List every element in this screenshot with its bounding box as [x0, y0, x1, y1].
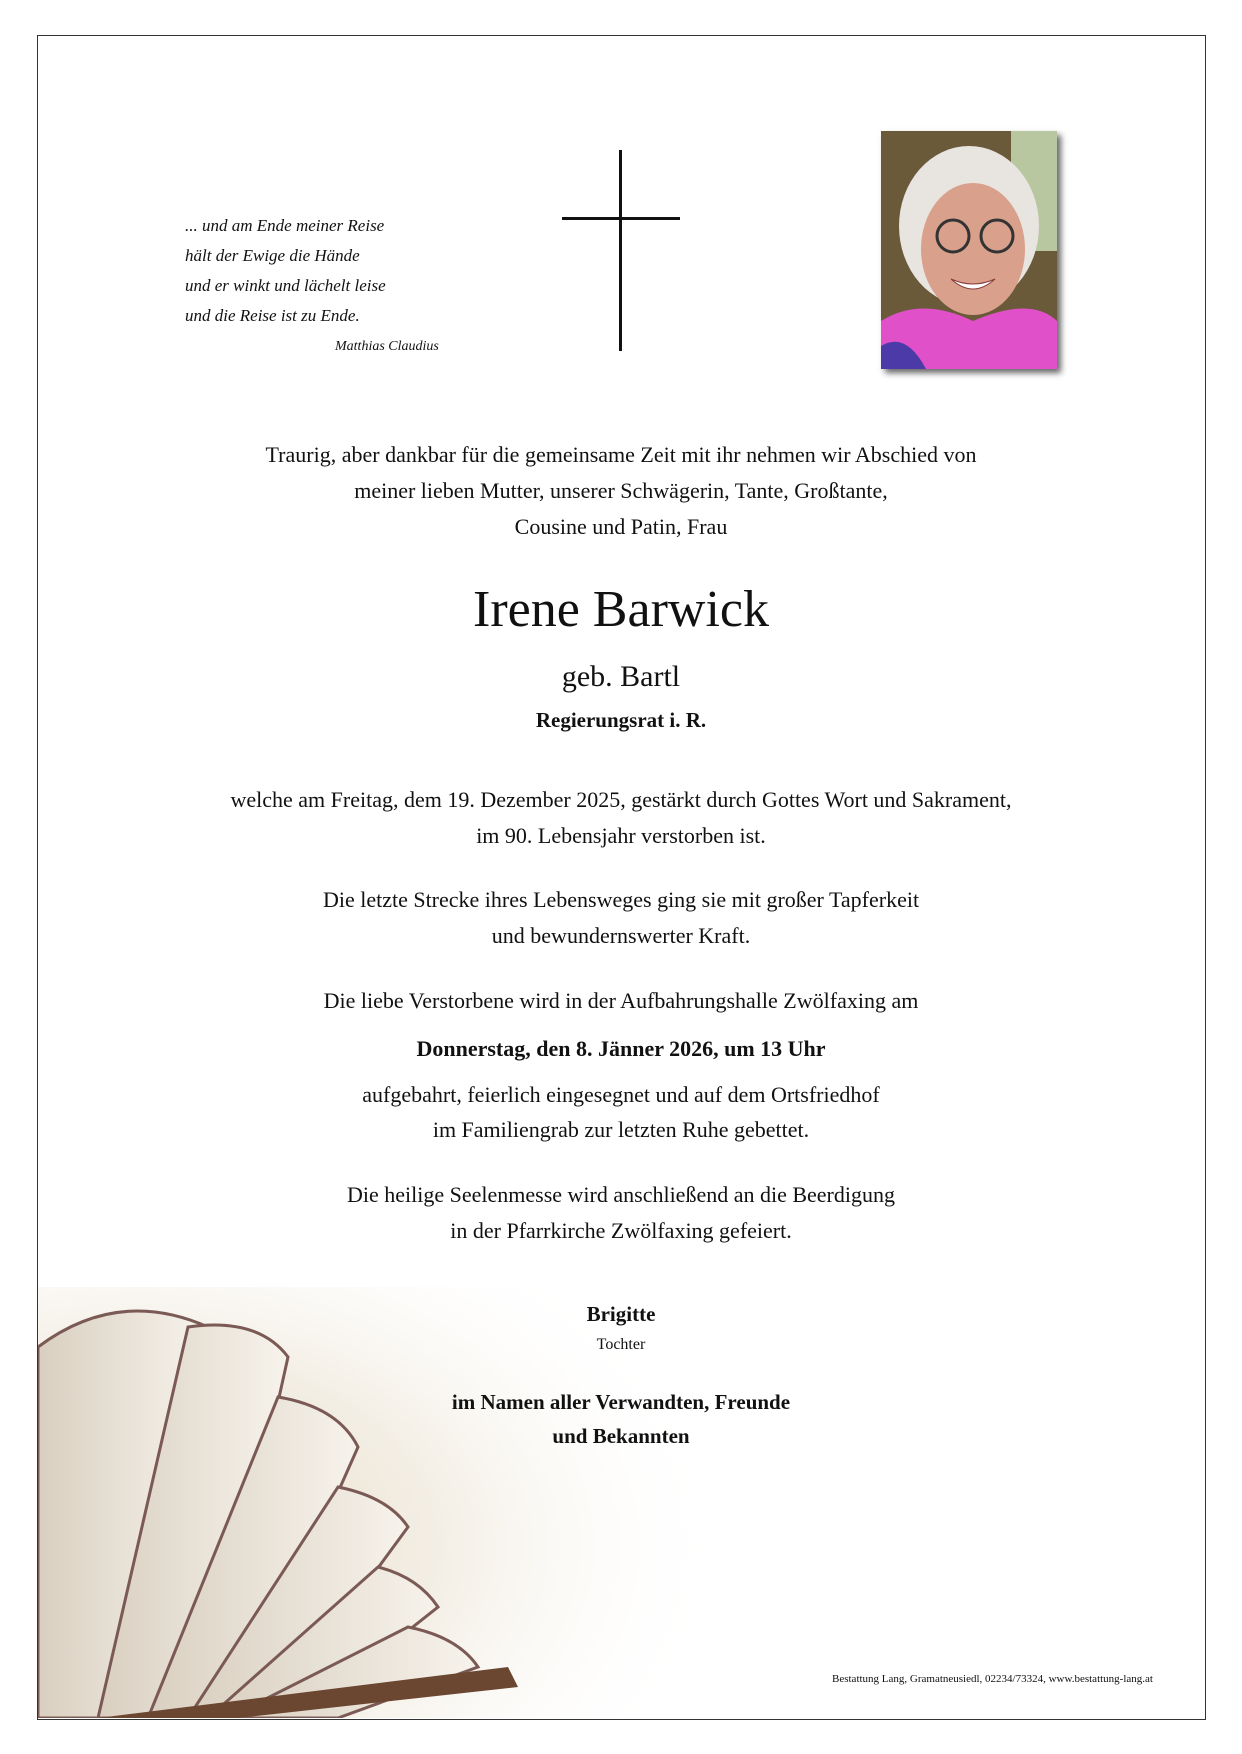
- quote-line: und die Reise ist zu Ende.: [185, 306, 360, 325]
- cross-icon: [560, 150, 682, 352]
- mourner-relation: Tochter: [596, 1336, 646, 1353]
- deceased-title: Regierungsrat i. R.: [535, 708, 707, 732]
- quote-line: und er winkt und lächelt leise: [185, 276, 386, 295]
- portrait-photo: [881, 131, 1057, 369]
- deceased-name: Irene Barwick: [473, 581, 769, 638]
- birth-name: geb. Bartl: [561, 660, 681, 693]
- intro-line: Traurig, aber dankbar für die gemeinsame Zeit mit ihr nehmen wir Abschied von: [265, 442, 977, 467]
- funeral-intro: Die liebe Verstorbene wird in der Aufbahrungshalle Zwölfaxing am: [323, 988, 919, 1013]
- death-line: im 90. Lebensjahr verstorben ist.: [476, 823, 766, 848]
- tribute-line: und bewundernswerter Kraft.: [491, 923, 751, 948]
- footer-funeral-home: Bestattung Lang, Gramatneusiedl, 02234/73324, www.bestattung-lang.at: [832, 1673, 1153, 1685]
- tribute-line: Die letzte Strecke ihres Lebensweges ging sie mit großer Tapferkeit: [322, 887, 920, 912]
- mass-line: in der Pfarrkirche Zwölfaxing gefeiert.: [450, 1218, 792, 1243]
- quote-author: Matthias Claudius: [335, 339, 439, 354]
- funeral-detail: im Familiengrab zur letzten Ruhe gebettet.: [432, 1117, 810, 1142]
- death-line: welche am Freitag, dem 19. Dezember 2025, gestärkt durch Gottes Wort und Sakrament,: [230, 787, 1012, 812]
- mourners-others: und Bekannten: [552, 1424, 690, 1448]
- quote-line: hält der Ewige die Hände: [185, 246, 360, 265]
- funeral-date: Donnerstag, den 8. Jänner 2026, um 13 Uhr: [416, 1036, 826, 1061]
- mourner-name: Brigitte: [586, 1302, 656, 1326]
- mass-line: Die heilige Seelenmesse wird anschließend an die Beerdigung: [347, 1182, 895, 1207]
- intro-line: Cousine und Patin, Frau: [514, 514, 728, 539]
- mourners-others: im Namen aller Verwandten, Freunde: [451, 1390, 791, 1414]
- funeral-detail: aufgebahrt, feierlich eingesegnet und auf dem Ortsfriedhof: [362, 1082, 880, 1107]
- quote-line: ... und am Ende meiner Reise: [185, 216, 385, 235]
- intro-line: meiner lieben Mutter, unserer Schwägerin, Tante, Großtante,: [354, 478, 888, 503]
